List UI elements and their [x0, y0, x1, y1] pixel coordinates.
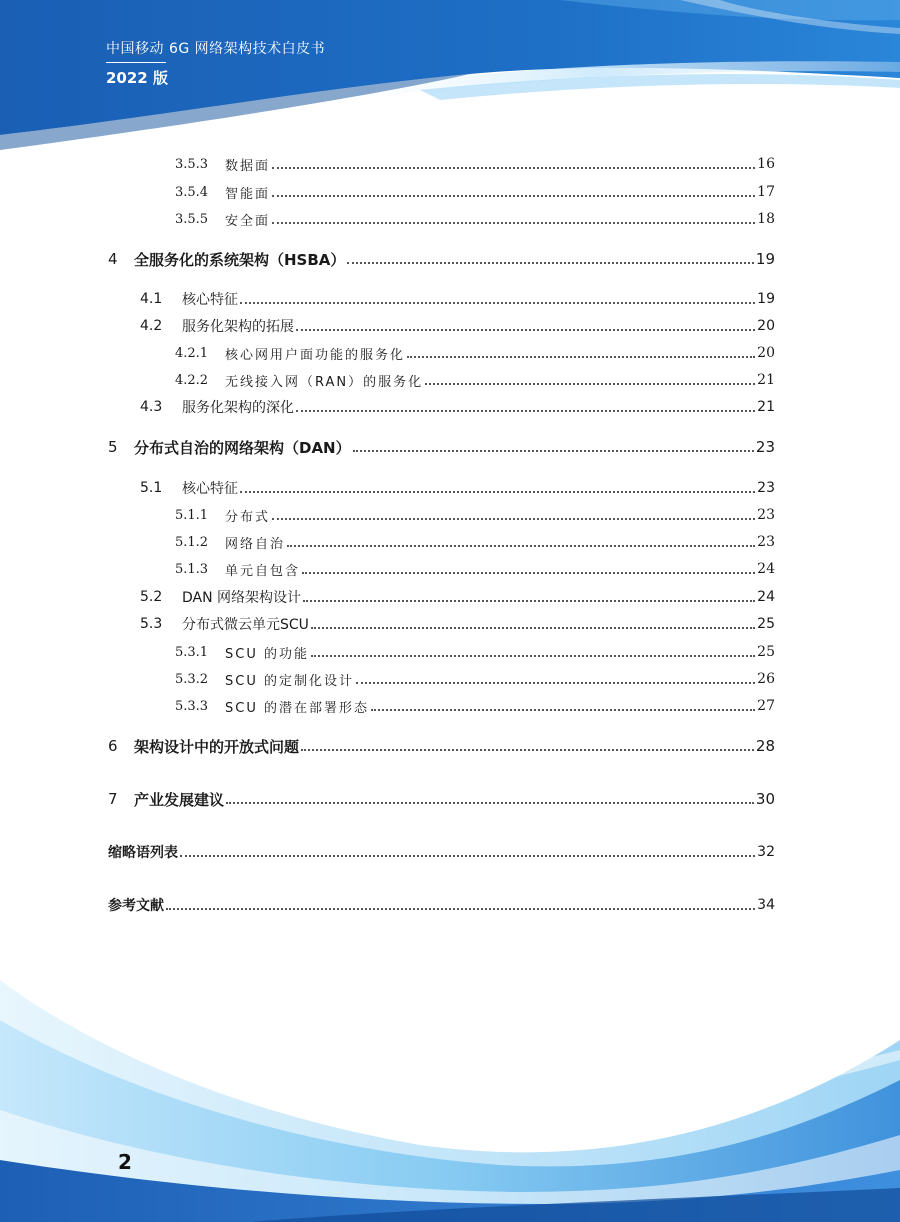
toc-entry-label: 核心特征 [182, 292, 238, 308]
toc-entry[interactable] [175, 503, 775, 527]
toc-entry[interactable] [140, 395, 775, 419]
toc-entry[interactable] [175, 152, 775, 176]
toc-entry-label: 数据面 [225, 158, 271, 174]
toc-entry-label: 智能面 [225, 186, 271, 202]
toc-entry-page: 20 [757, 345, 775, 361]
toc-leader-dots [407, 356, 755, 358]
toc-entry-label: 无线接入网（RAN）的服务化 [225, 374, 424, 390]
toc-entry-page: 30 [755, 790, 775, 808]
toc-entry-page: 19 [755, 250, 775, 268]
toc-entry-number: 4.2 [140, 318, 163, 334]
toc-entry-number: 5.1.2 [175, 534, 209, 550]
toc-leader-dots [302, 572, 755, 574]
toc-leader-dots [356, 682, 755, 684]
toc-entry-page: 28 [755, 737, 775, 755]
toc-leader-dots [301, 749, 754, 751]
toc-entry[interactable] [108, 893, 775, 917]
toc-entry[interactable] [108, 787, 775, 811]
toc-entry[interactable] [175, 694, 775, 718]
toc-entry-page: 17 [757, 184, 775, 200]
toc-entry-label: 网络自治 [225, 536, 286, 552]
toc-entry[interactable] [175, 667, 775, 691]
toc-leader-dots [180, 855, 755, 857]
toc-leader-dots [272, 222, 755, 224]
toc-entry-page: 23 [755, 438, 775, 456]
toc-leader-dots [272, 518, 755, 520]
toc-entry-number: 4 [108, 250, 118, 268]
toc-entry-number: 5.1.1 [175, 507, 209, 523]
toc-entry-number: 3.5.3 [175, 156, 209, 172]
toc-entry[interactable] [175, 640, 775, 664]
toc-entry[interactable] [140, 585, 775, 609]
toc-leader-dots [353, 450, 754, 452]
toc-entry-page: 23 [757, 480, 775, 496]
toc-entry-label: 分布式自治的网络架构（DAN） [134, 438, 351, 457]
toc-entry[interactable] [140, 287, 775, 311]
toc-leader-dots [240, 302, 755, 304]
toc-entry-number: 5.2 [140, 589, 163, 605]
toc-leader-dots [303, 600, 755, 602]
toc-leader-dots [296, 329, 755, 331]
toc-leader-dots [272, 167, 755, 169]
toc-entry[interactable] [175, 368, 775, 392]
toc-entry[interactable] [175, 180, 775, 204]
toc-entry-number: 5.3.2 [175, 671, 209, 687]
toc-entry-page: 25 [757, 616, 775, 632]
toc-entry-number: 5 [108, 438, 118, 456]
toc-entry-page: 27 [757, 698, 775, 714]
toc-entry-number: 3.5.5 [175, 211, 209, 227]
toc-entry-label: 核心网用户面功能的服务化 [225, 347, 406, 363]
toc-entry-label: SCU 的定制化设计 [225, 673, 354, 689]
toc-entry-number: 5.1 [140, 480, 163, 496]
toc-entry[interactable] [140, 476, 775, 500]
toc-entry[interactable] [108, 435, 775, 459]
toc-entry-page: 20 [757, 318, 775, 334]
toc-entry-label: SCU 的潜在部署形态 [225, 700, 369, 716]
toc-entry-page: 25 [757, 644, 775, 660]
toc-entry-page: 18 [757, 211, 775, 227]
document-title: 中国移动 6G 网络架构技术白皮书 [106, 41, 326, 57]
toc-entry-label: 产业发展建议 [134, 790, 225, 809]
toc-entry-page: 26 [757, 671, 775, 687]
toc-entry[interactable] [175, 557, 775, 581]
toc-entry-number: 6 [108, 737, 118, 755]
toc-entry-number: 4.2.2 [175, 372, 209, 388]
toc-entry-number: 7 [108, 790, 118, 808]
toc-entry-label: 缩略语列表 [108, 845, 178, 861]
toc-leader-dots [311, 655, 755, 657]
toc-entry-number: 4.3 [140, 399, 163, 415]
document-edition: 2022 版 [106, 69, 168, 87]
toc-entry-label: 安全面 [225, 213, 271, 229]
toc-entry-page: 24 [757, 561, 775, 577]
toc-leader-dots [272, 195, 755, 197]
toc-entry[interactable] [175, 207, 775, 231]
toc-leader-dots [296, 410, 755, 412]
toc-leader-dots [347, 262, 754, 264]
toc-leader-dots [311, 627, 755, 629]
toc-leader-dots [240, 491, 755, 493]
toc-entry-number: 5.1.3 [175, 561, 209, 577]
toc-entry-page: 23 [757, 534, 775, 550]
toc-leader-dots [287, 545, 755, 547]
toc-entry-label: 全服务化的系统架构（HSBA） [134, 250, 346, 269]
toc-entry-label: 单元自包含 [225, 563, 301, 579]
toc-entry[interactable] [140, 314, 775, 338]
toc-entry-number: 4.1 [140, 291, 163, 307]
toc-entry-label: 架构设计中的开放式问题 [134, 737, 300, 756]
toc-entry-label: 分布式微云单元SCU [182, 617, 309, 633]
toc-entry-label: SCU 的功能 [225, 646, 309, 662]
toc-entry[interactable] [175, 530, 775, 554]
toc-entry[interactable] [175, 341, 775, 365]
toc-entry-page: 34 [757, 897, 775, 913]
toc-entry-number: 5.3 [140, 616, 163, 632]
toc-entry-page: 19 [757, 291, 775, 307]
toc-entry-number: 4.2.1 [175, 345, 209, 361]
toc-entry[interactable] [108, 840, 775, 864]
toc-leader-dots [371, 709, 755, 711]
toc-entry[interactable] [108, 734, 775, 758]
toc-entry-page: 23 [757, 507, 775, 523]
toc-leader-dots [425, 383, 755, 385]
toc-entry[interactable] [108, 247, 775, 271]
toc-entry-label: 服务化架构的深化 [182, 400, 294, 416]
toc-entry-page: 21 [757, 372, 775, 388]
toc-entry-page: 16 [757, 156, 775, 172]
toc-entry[interactable] [140, 612, 775, 636]
toc-entry-page: 21 [757, 399, 775, 415]
toc-entry-number: 5.3.3 [175, 698, 209, 714]
toc-entry-label: 分布式 [225, 509, 271, 525]
page-number: 2 [118, 1150, 132, 1174]
toc-entry-page: 24 [757, 589, 775, 605]
toc-entry-label: 服务化架构的拓展 [182, 319, 294, 335]
toc-entry-label: 核心特征 [182, 481, 238, 497]
toc-entry-number: 3.5.4 [175, 184, 209, 200]
toc-leader-dots [166, 908, 755, 910]
toc-leader-dots [226, 802, 754, 804]
toc-entry-label: 参考文献 [108, 898, 164, 914]
footer-wave [0, 960, 900, 1222]
toc-entry-label: DAN 网络架构设计 [182, 590, 302, 606]
toc-entry-number: 5.3.1 [175, 644, 209, 660]
toc-entry-page: 32 [757, 844, 775, 860]
